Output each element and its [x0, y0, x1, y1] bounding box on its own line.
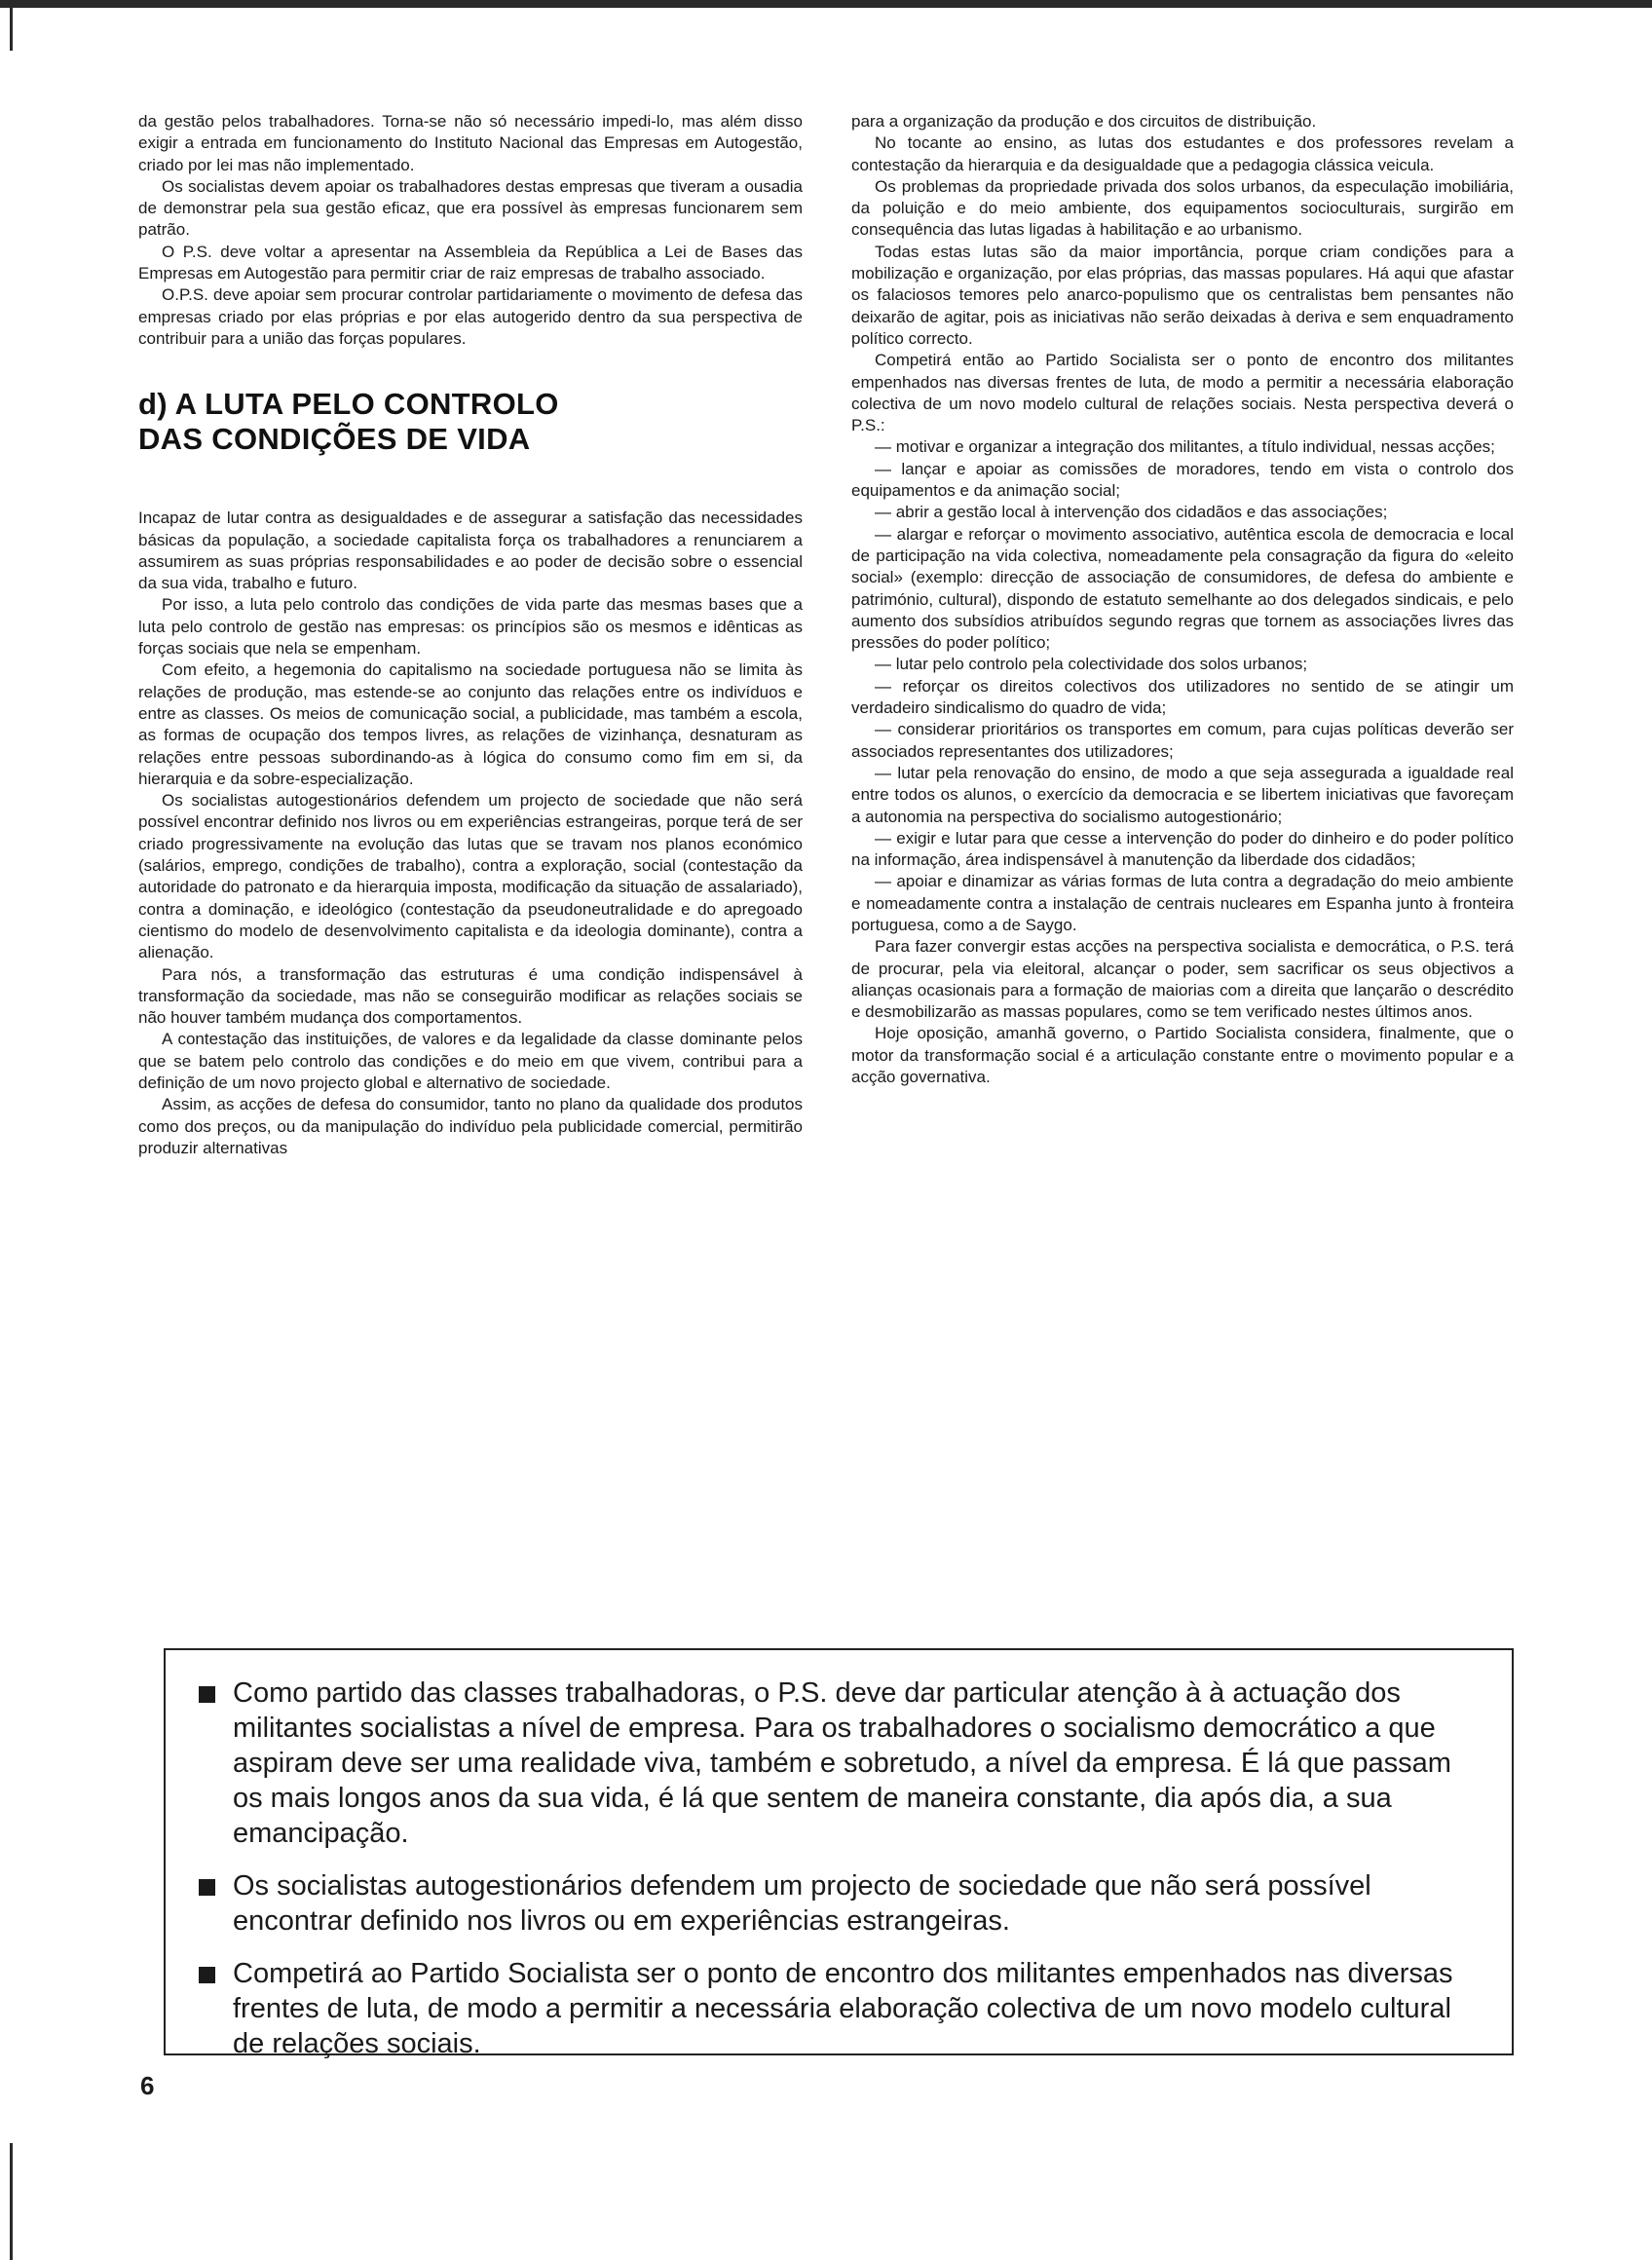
scan-margin-mark-bottom [10, 2143, 13, 2260]
paragraph: O P.S. deve voltar a apresentar na Assembleia da República a Lei de Bases das Empresas em Autogestão para permitir criar de raiz empresas de trabalho associado. [138, 242, 803, 283]
list-item: — motivar e organizar a integração dos militantes, a título individual, nessas acções; [875, 437, 1495, 457]
paragraph: O.P.S. deve apoiar sem procurar controlar partidariamente o movimento de defesa das empresas criado por elas próprias e por elas autogerido dentro da sua perspectiva de contribuir para a união das forças populares. [138, 285, 803, 348]
paragraph: Para fazer convergir estas acções na perspectiva socialista e democrática, o P.S. terá de procurar, pela via eleitoral, alcançar o poder, sem sacrificar os seus objectivos a alianças ocasionais para a formação de maiorias com a direita que lançarão o descrédito e desmobilizarão as massas populares, como se tem verificado nestes últimos anos. [851, 937, 1514, 1022]
paragraph: Hoje oposição, amanhã governo, o Partido Socialista considera, finalmente, que o motor da transformação social é a articulação constante entre o movimento popular e a acção governativa. [851, 1024, 1514, 1087]
highlight-item [199, 1676, 1469, 1851]
square-bullet-icon [199, 1879, 215, 1896]
highlight-box [164, 1648, 1514, 2059]
scan-margin-mark [10, 8, 13, 51]
highlight-item [199, 1956, 1469, 2061]
section-heading-line: d) A LUTA PELO CONTROLO [138, 387, 559, 422]
section-heading [138, 387, 803, 457]
highlight-text: Os socialistas autogestionários defendem um projecto de sociedade que não será possível encontrar definido nos livros ou em experiências estrangeiras. [233, 1870, 1371, 1937]
paragraph: No tocante ao ensino, as lutas dos estudantes e dos professores revelam a contestação da hierarquia e da desigualdade que a pedagogia clássica veicula. [851, 133, 1514, 174]
paragraph: Incapaz de lutar contra as desigualdades e de assegurar a satisfação das necessidades básicas da população, a sociedade capitalista força os trabalhadores a renunciarem a assumirem as suas próprias responsabilidades e ao poder de decisão sobre o essencial da sua vida, trabalho e futuro. [138, 508, 803, 593]
square-bullet-icon [199, 1686, 215, 1703]
paragraph: Os socialistas devem apoiar os trabalhadores destas empresas que tiveram a ousadia de demonstrar pela sua gestão eficaz, que era possível às empresas funcionarem sem patrão. [138, 176, 803, 240]
list-item: — reforçar os direitos colectivos dos utilizadores no sentido de se atingir um verdadeiro sindicalismo do quadro de vida; [851, 676, 1514, 718]
paragraph: Competirá então ao Partido Socialista ser o ponto de encontro dos militantes empenhados nas diversas frentes de luta, de modo a permitir a necessária elaboração colectiva de um novo modelo cultural de relações sociais. Nesta perspectiva deverá o P.S.: [851, 351, 1514, 435]
highlight-text: Como partido das classes trabalhadoras, o P.S. deve dar particular atenção à à actuação dos militantes socialistas a nível de empresa. Para os trabalhadores o socialismo democrático a que aspiram deve ser uma realidade viva, também e sobretudo, a nível da empresa. É lá que passam os mais longos anos da sua vida, é lá que sentem de maneira constante, dia após dia, a sua emancipação. [233, 1677, 1451, 1849]
paragraph: A contestação das instituições, de valores e da legalidade da classe dominante pelos que se batem pelo controlo das condições e do meio em que vivem, contribui para a definição de um novo projecto global e alternativo de sociedade. [138, 1030, 803, 1092]
paragraph: Todas estas lutas são da maior importância, porque criam condições para a mobilização e organização, por elas próprias, das massas populares. Há aqui que afastar os falaciosos temores pelo anarco-populismo que os centralistas bem pensantes não deixarão de agitar, pois as iniciativas não serão deixadas à deriva e sem enquadramento político correcto. [851, 242, 1514, 348]
highlight-text: Competirá ao Partido Socialista ser o ponto de encontro dos militantes empenhados nas diversas frentes de luta, de modo a permitir a necessária elaboração colectiva de um novo modelo cultural de relações sociais. [233, 1958, 1453, 2059]
paragraph: Os problemas da propriedade privada dos solos urbanos, da especulação imobiliária, da poluição e do meio ambiente, dos equipamentos socioculturais, surgirão em consequência das lutas ligadas à habilitação e ao urbanismo. [851, 176, 1514, 240]
right-column [851, 111, 1514, 1088]
paragraph: para a organização da produção e dos circuitos de distribuição. [851, 112, 1317, 131]
list-item: — lançar e apoiar as comissões de moradores, tendo em vista o controlo dos equipamentos e da animação social; [851, 459, 1514, 501]
paragraph: Por isso, a luta pelo controlo das condições de vida parte das mesmas bases que a luta pelo controlo de gestão nas empresas: os princípios são os mesmos e idênticas as forças sociais que nela se empenham. [138, 595, 803, 659]
list-item: — abrir a gestão local à intervenção dos cidadãos e das associações; [875, 503, 1388, 522]
page-number: 6 [140, 2071, 155, 2100]
list-item: — lutar pela renovação do ensino, de modo a que seja assegurada a igualdade real entre todos os alunos, o exercício da democracia e se libertem iniciativas que favoreçam a autonomia na perspectiva do socialismo autogestionário; [851, 763, 1514, 826]
top-rule [0, 0, 1652, 8]
list-item: — alargar e reforçar o movimento associativo, autêntica escola de democracia e local de participação na vida colectiva, nomeadamente pela consagração da figura do «eleito social» (exemplo: direcção de associação de consumidores, de defesa do ambiente e património, cultural), dispondo de estatuto semelhante ao dos delegados sindicais, e pelo aumento dos subsídios atribuídos segundo regras que tornem as associações livres das pressões do poder político; [851, 524, 1514, 653]
section-heading-line: DAS CONDIÇÕES DE VIDA [138, 422, 531, 457]
list-item: — exigir e lutar para que cesse a intervenção do poder do dinheiro e do poder político na informação, área indispensável à manutenção da liberdade dos cidadãos; [851, 828, 1514, 870]
paragraph: da gestão pelos trabalhadores. Torna-se não só necessário impedi-lo, mas além disso exigir a entrada em funcionamento do Instituto Nacional das Empresas em Autogestão, criado por lei mas não implementado. [138, 112, 803, 174]
highlight-item [199, 1868, 1469, 1939]
list-item: — considerar prioritários os transportes em comum, para cujas políticas deverão ser associados representantes dos utilizadores; [851, 720, 1514, 761]
paragraph: Os socialistas autogestionários defendem um projecto de sociedade que não será possível encontrar definido nos livros ou em experiências estrangeiras, porque terá de ser criado progressivamente na evolução das lutas que se travam nos planos económico (salários, emprego, condições de trabalho), contra a exploração, social (contestação da autoridade do patronato e da hierarquia imposta, modificação da situação de assalariado), contra a dominação, e ideológico (contestação da pseudoneutralidade e do apregoado cientismo do modelo de desenvolvimento capitalista e da ideologia dominante), contra a alienação. [138, 791, 803, 962]
paragraph: Para nós, a transformação das estruturas é uma condição indispensável à transformação da sociedade, mas não se conseguirão modificar as relações sociais se não houver também mudança dos comportamentos. [138, 964, 803, 1028]
paragraph: Assim, as acções de defesa do consumidor, tanto no plano da qualidade dos produtos como dos preços, ou da manipulação do indivíduo pela publicidade comercial, permitirão produzir alternativas [138, 1095, 803, 1157]
paragraph: Com efeito, a hegemonia do capitalismo na sociedade portuguesa não se limita às relações de produção, mas estende-se ao conjunto das relações entre os indivíduos e entre as classes. Os meios de comunicação social, a publicidade, mas também a escola, as formas de ocupação dos tempos livres, as relações de vizinhança, desnaturam as relações entre pessoas subordinando-as à lógica do consumo como fim em si, da hierarquia e da sobre-especialização. [138, 660, 803, 788]
list-item: — lutar pelo controlo pela colectividade dos solos urbanos; [875, 655, 1308, 674]
list-item: — apoiar e dinamizar as várias formas de luta contra a degradação do meio ambiente e nomeadamente contra a instalação de centrais nucleares em Espanha junto à fronteira portuguesa, como a de Saygo. [851, 872, 1514, 934]
left-column [138, 111, 803, 1159]
square-bullet-icon [199, 1967, 215, 1983]
